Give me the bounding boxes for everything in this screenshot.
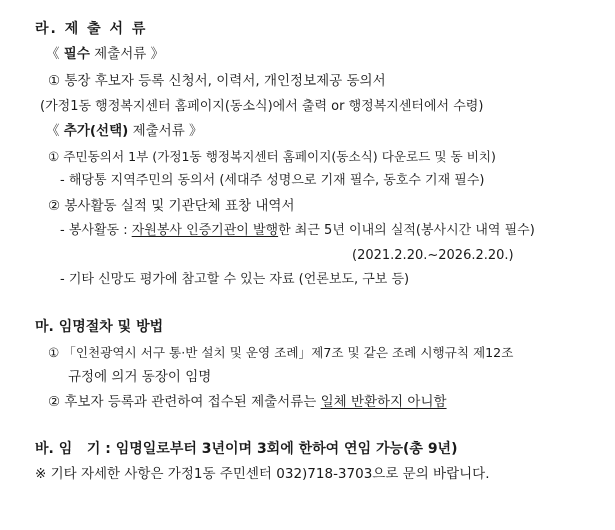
optional-item-2: ② 봉사활동 실적 및 기관단체 표창 내역서 — [48, 198, 295, 214]
procedure-item-1-line-1: ① 「인천광역시 서구 통·반 설치 및 운영 조례」제7조 및 같은 조례 시행규칙 제12조 — [48, 345, 514, 360]
optional-item-2-sub-underlined: 자원봉사 인증기관이 발행 — [131, 223, 279, 238]
required-docs-title — [46, 45, 164, 63]
contact-note: ※ 기타 자세한 사항은 가정1동 주민센터 032)718-3703으로 문의 바랍니다. — [35, 466, 490, 482]
optional-item-2-period: (2021.2.20.~2026.2.20.) — [352, 248, 514, 263]
required-docs-title-bold: 필수 — [63, 46, 90, 62]
optional-docs-title-bold: 추가(선택) — [63, 123, 129, 139]
optional-item-2-sub-suffix: 한 최근 5년 이내의 실적(봉사시간 내역 필수) — [278, 223, 535, 238]
optional-item-2-sub-2: - 기타 신망도 평가에 참고할 수 있는 자료 (언론보도, 구보 등) — [60, 272, 410, 287]
procedure-item-2 — [48, 393, 447, 411]
optional-item-1: ① 주민동의서 1부 (가정1동 행정복지센터 홈페이지(동소식) 다운로드 및 동 비치) — [48, 149, 496, 164]
optional-docs-title-open: 《 — [46, 123, 64, 139]
optional-item-1-sub: - 해당통 지역주민의 동의서 (세대주 성명으로 기재 필수, 동호수 기재 필수) — [60, 173, 485, 188]
optional-docs-title-rest: 제출서류 》 — [128, 123, 203, 139]
procedure-item-2-prefix: ② 후보자 등록과 관련하여 접수된 제출서류는 — [48, 394, 321, 410]
required-docs-title-open: 《 — [46, 46, 64, 62]
required-docs-title-rest: 제출서류 》 — [89, 46, 165, 62]
section-ba-heading: 바. 임 기 : 임명일로부터 3년이며 3회에 한하여 연임 가능(총 9년) — [35, 441, 458, 457]
procedure-item-1-line-2: 규정에 의거 동장이 임명 — [68, 369, 212, 385]
section-ma-heading: 마. 임명절차 및 방법 — [35, 319, 164, 335]
required-item-1-note: (가정1동 행정복지센터 홈페이지(동소식)에서 출력 or 행정복지센터에서 수령) — [40, 99, 484, 114]
optional-docs-title — [46, 122, 203, 140]
required-item-1: ① 통장 후보자 등록 신청서, 이력서, 개인정보제공 동의서 — [48, 73, 386, 89]
section-ra-heading: 라. 제 출 서 류 — [35, 21, 148, 37]
procedure-item-2-underlined: 일체 반환하지 아니함 — [320, 394, 447, 410]
optional-item-2-sub-prefix: - 봉사활동 : — [60, 223, 132, 238]
optional-item-2-sub — [60, 222, 535, 240]
